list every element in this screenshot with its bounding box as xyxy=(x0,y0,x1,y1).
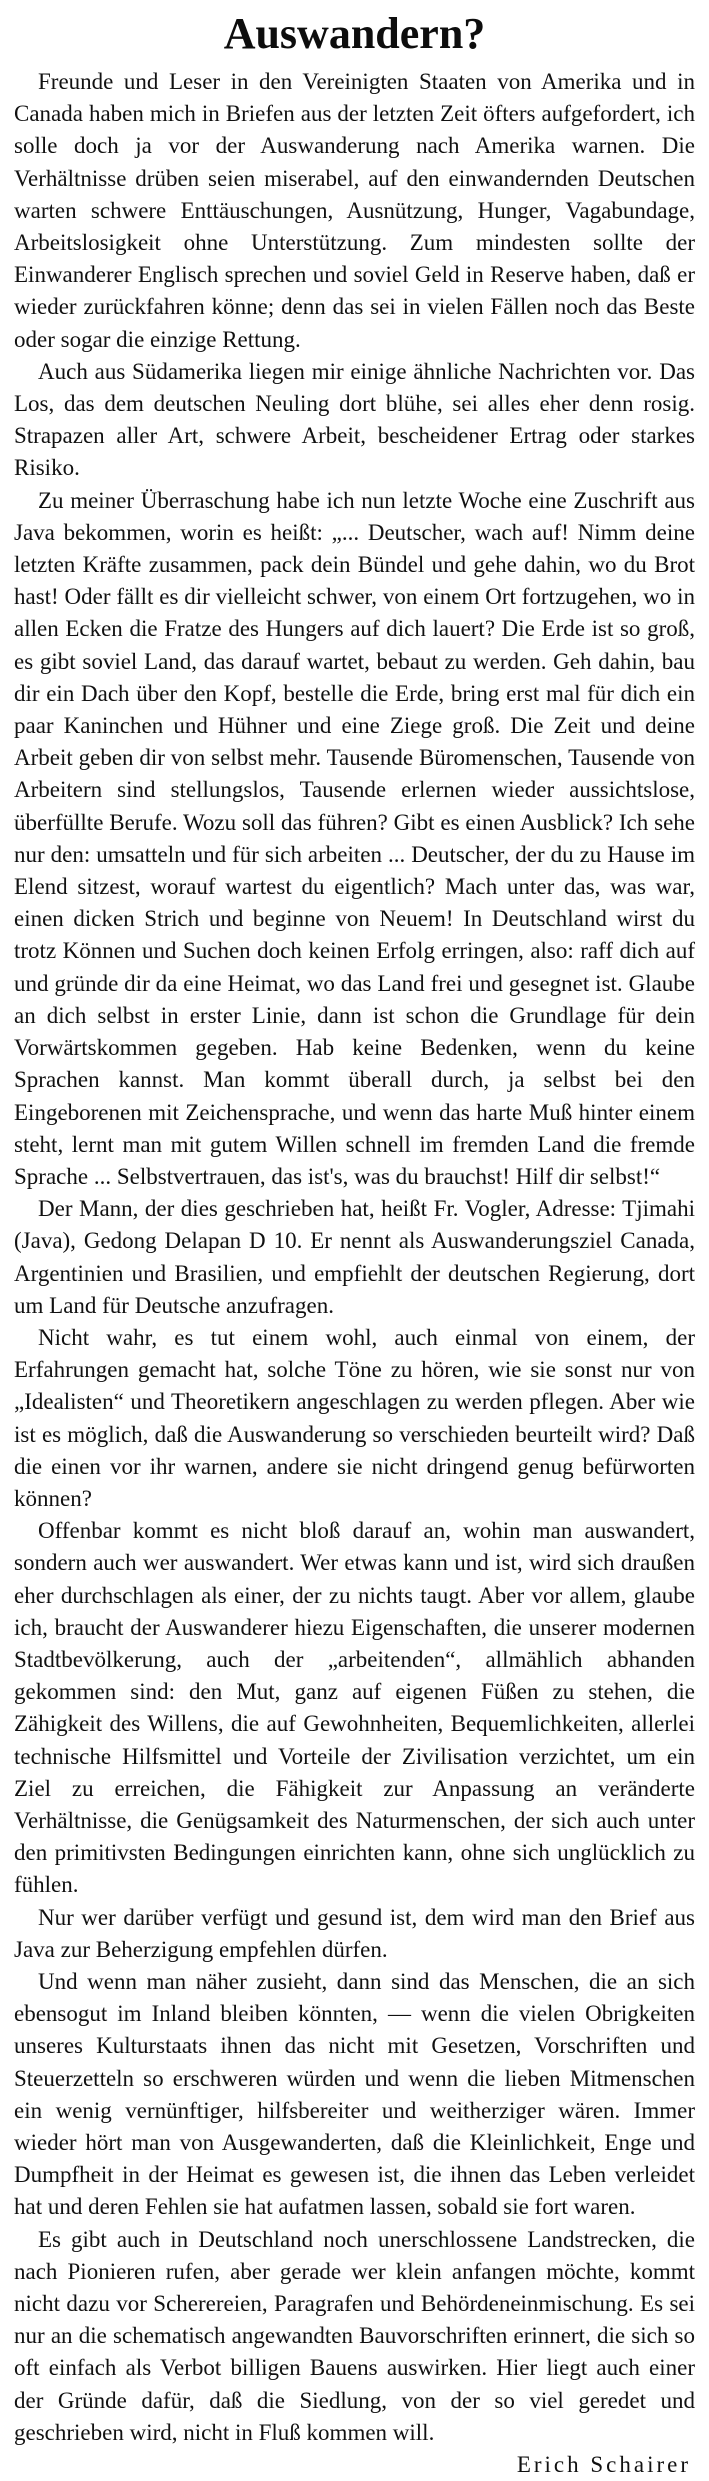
paragraph-4: Der Mann, der dies geschrieben hat, heißt Fr. Vogler, Adresse: Tjimahi (Java), Gedong Delapan D 10. Er nennt als Auswanderungsziel Canada, Argentinien und Brasilien, und empfiehlt der deutschen Regierung, dort um Land für Deutsche anzufragen. xyxy=(14,1196,695,1318)
paragraph-3: Zu meiner Überraschung habe ich nun letzte Woche eine Zuschrift aus Java bekommen, worin es heißt: „... Deutscher, wach auf! Nimm deine letzten Kräfte zusammen, pack dein Bündel und gehe dahin, wo du Brot hast! Oder fällt es dir vielleicht schwer, von einem Ort fortzugehen, wo in allen Ecken die Fratze des Hungers auf dich lauert? Die Erde ist so groß, es gibt soviel Land, das darauf wartet, bebaut zu werden. Geh dahin, bau dir ein Dach über den Kopf, bestelle die Erde, bring erst mal für dich ein paar Kaninchen und Hühner und eine Ziege groß. Die Zeit und deine Arbeit geben dir von selbst mehr. Tausende Büromenschen, Tausende von Arbeitern sind stellungslos, Tausende erlernen wieder aussichtslose, überfüllte Berufe. Wozu soll das führen? Gibt es einen Ausblick? Ich sehe nur den: umsatteln und für sich arbeiten ... Deutscher, der du zu Hause im Elend sitzest, worauf wartest du eigentlich? Mach unter das, was war, einen dicken Strich und beginne von Neuem! In Deutschland wirst du trotz Können und Suchen doch keinen Erfolg erringen, also: raff dich auf und gründe dir da eine Heimat, wo das Land frei und gesegnet ist. Glaube an dich selbst in erster Linie, dann ist schon die Grundlage für dein Vorwärtskommen gegeben. Hab keine Bedenken, wenn du keine Sprachen kannst. Man kommt überall durch, ja selbst bei den Eingeborenen mit Zeichensprache, und wenn das harte Muß hinter einem steht, lernt man mit gutem Willen schnell im fremden Land die fremde Sprache ... Selbstvertrauen, das ist's, was du brauchst! Hilf dir selbst!“ xyxy=(14,487,695,1189)
paragraph-1: Freunde und Leser in den Vereinigten Staaten von Amerika und in Canada haben mich in Briefen aus der letzten Zeit öfters aufgefordert, ich solle doch ja vor der Auswanderung nach Amerika warnen. Die Verhältnisse drüben seien miserabel, auf den einwandernden Deutschen warten schwere Enttäuschungen, Ausnützung, Hunger, Vagabundage, Arbeitslosigkeit ohne Unterstützung. Zum mindesten sollte der Einwanderer Englisch sprechen und soviel Geld in Reserve haben, daß er wieder zurückfahren könne; denn das sei in vielen Fällen noch das Beste oder sogar die einzige Rettung. xyxy=(14,69,695,352)
paragraph-2: Auch aus Südamerika liegen mir einige ähnliche Nachrichten vor. Das Los, das dem deutschen Neuling dort blühe, sei alles eher denn rosig. Strapazen aller Art, schwere Arbeit, bescheidener Ertrag oder starkes Risiko. xyxy=(14,358,695,481)
article-title: Auswandern? xyxy=(223,9,486,58)
paragraph-9: Es gibt auch in Deutschland noch unerschlossene Landstrecken, die nach Pionieren rufen, aber gerade wer klein anfangen möchte, kommt nicht dazu vor Scherereien, Paragrafen und Behördeneinmischung. Es sei nur an die schematisch angewandten Bauvorschriften erinnert, die sich so oft einfach als Verbot billigen Bauens auswirken. Hier liegt auch einer der Gründe dafür, daß die Siedlung, von der so viel geredet und geschrieben wird, nicht in Fluß kommen will. xyxy=(14,2226,695,2445)
paragraph-5: Nicht wahr, es tut einem wohl, auch einmal von einem, der Erfahrungen gemacht hat, solche Töne zu hören, wie sie sonst nur von „Idealisten“ und Theoretikern angeschlagen zu werden pflegen. Aber wie ist es möglich, daß die Auswanderung so verschieden beurteilt wird? Daß die einen vor ihr warnen, andere sie nicht dringend genug befürworten können? xyxy=(14,1324,695,1511)
paragraph-7: Nur wer darüber verfügt und gesund ist, dem wird man den Brief aus Java zur Beherzigung empfehlen dürfen. xyxy=(14,1904,695,1962)
paragraph-6: Offenbar kommt es nicht bloß darauf an, wohin man auswandert, sondern auch wer auswandert. Wer etwas kann und ist, wird sich draußen eher durchschlagen als einer, der zu nichts taugt. Aber vor allem, glaube ich, braucht der Auswanderer hiezu Eigenschaften, die unserer modernen Stadtbevölkerung, auch der „arbeitenden“, allmählich abhanden gekommen sind: den Mut, ganz auf eigenen Füßen zu stehen, die Zähigkeit des Willens, die auf Gewohnheiten, Bequemlichkeiten, allerlei technische Hilfsmittel und Vorteile der Zivilisation verzichtet, um ein Ziel zu erreichen, die Fähigkeit zur Anpassung an veränderte Verhältnisse, die Genügsamkeit des Naturmenschen, der sich auch unter den primitivsten Bedingungen einrichten kann, ohne sich unglücklich zu fühlen. xyxy=(14,1518,695,1898)
paragraph-8: Und wenn man näher zusieht, dann sind das Menschen, die an sich ebensogut im Inland bleiben könnten, — wenn die vielen Obrigkeiten unseres Kulturstaats ihnen das nicht mit Gesetzen, Vorschriften und Steuerzetteln so erschweren würden und wenn die lieben Mitmenschen ein wenig vernünftiger, hilfsbereiter und weitherziger wären. Immer wieder hört man von Ausgewanderten, daß die Kleinlichkeit, Enge und Dumpfheit in der Heimat es gewesen ist, die ihnen das Leben verleidet hat und deren Fehlen sie hat aufatmen lassen, sobald sie fort waren. xyxy=(14,1968,695,2220)
article-body xyxy=(14,66,695,2449)
author-signature: Erich Schairer xyxy=(516,2452,691,2478)
